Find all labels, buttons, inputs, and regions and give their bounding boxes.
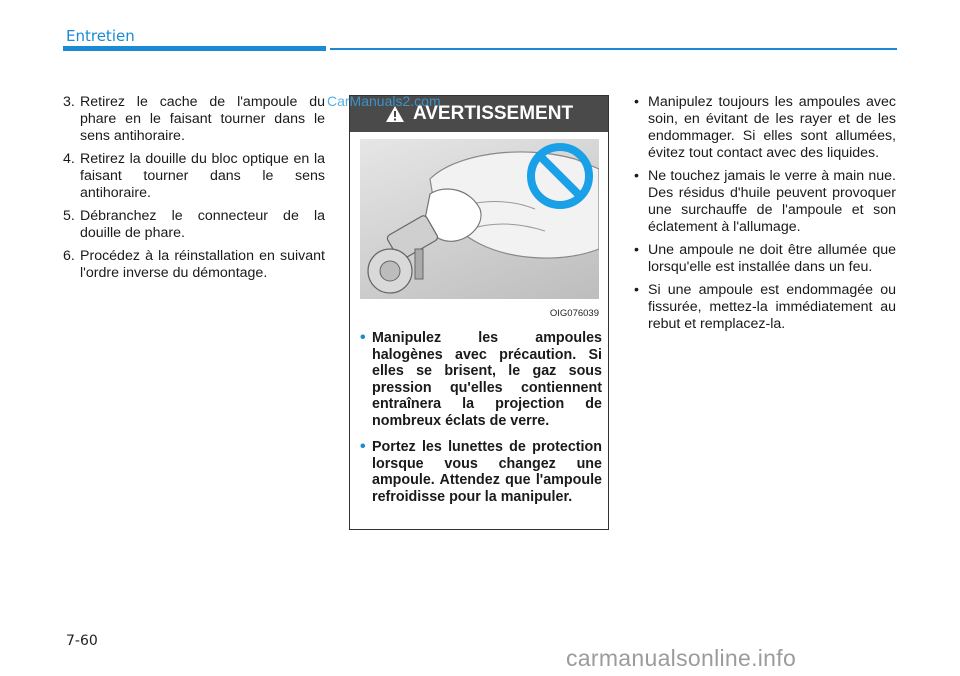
bullet-dot-icon: •: [634, 242, 639, 258]
right-column: [634, 94, 896, 339]
step-item: [63, 151, 325, 202]
warning-item: [360, 330, 602, 429]
bullet-text: Si une ampoule est endommagée ou fissurée, mettez-la immédiatement au rebut et remplacez-la.: [648, 282, 896, 332]
header-bar-thin: [330, 48, 897, 50]
warning-title: AVERTISSEMENT: [412, 103, 574, 124]
step-number: 4.: [63, 151, 75, 167]
step-item: [63, 94, 325, 145]
bullet-dot-icon: •: [634, 282, 639, 298]
bullet-item: [634, 168, 896, 236]
step-text: Retirez le cache de l'ampoule du phare en le faisant tourner dans le sens antihoraire.: [80, 94, 325, 144]
step-text: Procédez à la réinstallation en suivant l'ordre inverse du démontage.: [80, 248, 325, 281]
step-text: Retirez la douille du bloc optique en la faisant tourner dans le sens antihoraire.: [80, 151, 325, 201]
bullet-item: [634, 282, 896, 333]
warning-text: Manipulez les ampoules halogènes avec précaution. Si elles se brisent, le gaz sous pression qu'elles contiennent entraînera la projection de nombreux éclats de verre.: [372, 330, 602, 429]
page-number: 7-60: [66, 633, 98, 649]
warning-item: [360, 439, 602, 505]
warning-text: Portez les lunettes de protection lorsque vous changez une ampoule. Attendez que l'ampoule refroidisse pour la manipuler.: [372, 439, 602, 505]
watermark-top[interactable]: CarManuals2.com: [327, 93, 441, 109]
watermark-bottom[interactable]: carmanualsonline.info: [566, 645, 797, 671]
step-number: 3.: [63, 94, 75, 110]
step-item: [63, 208, 325, 242]
left-column: [63, 94, 325, 288]
bulb-illustration: [360, 139, 599, 299]
header-bar-thick: [63, 46, 326, 51]
bullet-text: Manipulez toujours les ampoules avec soin, en évitant de les rayer et de les endommager. Si elles sont allumées, évitez tout contact avec des liquides.: [648, 94, 896, 161]
step-number: 5.: [63, 208, 75, 224]
bullet-dot-icon: •: [360, 329, 366, 346]
bullet-dot-icon: •: [634, 94, 639, 110]
image-code: OIG076039: [549, 308, 599, 319]
step-item: [63, 248, 325, 282]
bullet-item: [634, 94, 896, 162]
bullet-text: Une ampoule ne doit être allumée que lorsqu'elle est installée dans un feu.: [648, 242, 896, 275]
bullet-item: [634, 242, 896, 276]
warning-list: [360, 330, 602, 515]
bullet-dot-icon: •: [634, 168, 639, 184]
step-text: Débranchez le connecteur de la douille de phare.: [80, 208, 325, 241]
warning-box: [349, 95, 609, 530]
step-number: 6.: [63, 248, 75, 264]
bullet-dot-icon: •: [360, 438, 366, 455]
prohibition-icon: [525, 141, 595, 211]
bullet-text: Ne touchez jamais le verre à main nue. Des résidus d'huile peuvent provoquer une surchauffe de l'ampoule et son éclatement à l'allumage.: [648, 168, 896, 235]
section-title: Entretien: [66, 27, 135, 45]
